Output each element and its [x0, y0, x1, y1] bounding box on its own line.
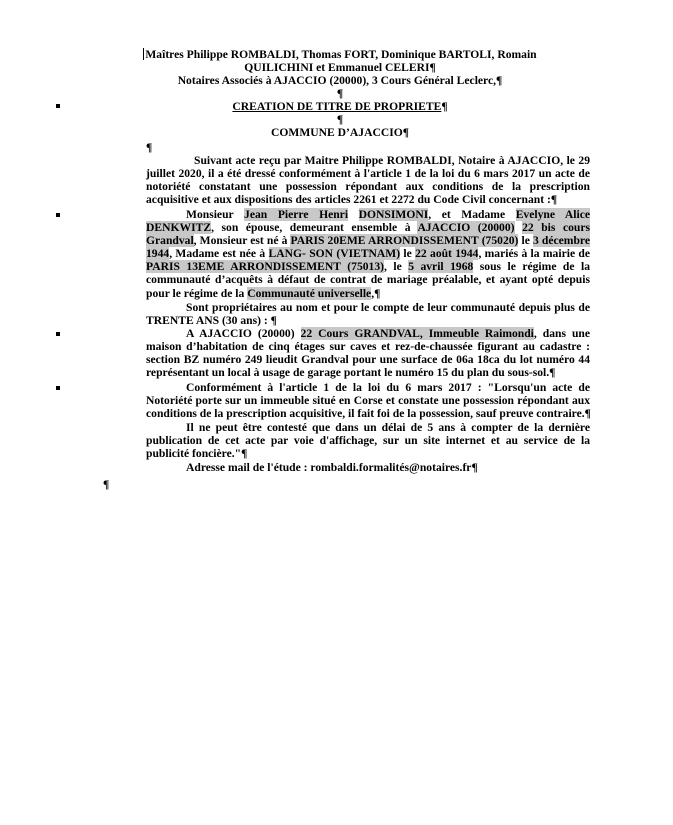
para4-line-2: maison d’habitation de cinq étages sur caves et rez-de-chaussée figurant au cadastre :: [146, 340, 590, 353]
para2-line-3: Grandval, Monsieur est né à PARIS 20EME ARRONDISSEMENT (75020) le 3 décembre: [146, 234, 590, 247]
para5-line-3: conditions de la prescription acquisitive, il fait foi de la possession, sauf preuve contraire.¶: [146, 407, 591, 420]
header-line-3: Notaires Associés à AJACCIO (20000), 3 Cours Général Leclerc,¶: [177, 74, 503, 87]
para1-line-2: juillet 2020, il a été dressé conformément à l'article 1 de la loi du 6 mars 2017 un acte de: [146, 167, 590, 180]
title-after-mark: ¶: [146, 141, 153, 154]
para2-line-1: Monsieur Jean Pierre Henri DONSIMONI, et Madame Evelyne Alice: [186, 208, 591, 221]
title-commune: COMMUNE D’AJACCIO¶: [271, 126, 409, 139]
para1-line-1: Suivant acte reçu par Maitre Philippe ROMBALDI, Notaire à AJACCIO, le 29: [194, 154, 590, 167]
title-spacer: ¶: [336, 113, 344, 126]
para6-line-2: publication de cet acte par voie d'affichage, sur un site internet et au service de la: [146, 434, 590, 447]
para5-line-1: Conformément à l'article 1 de la loi du 6 mars 2017 : "Lorsqu'un acte de: [186, 381, 590, 394]
para5-line-2: Notoriété porte sur un immeuble situé en Corse et constate une possession répondant aux: [146, 394, 590, 407]
para2-line-4: 1944, Madame est née à LANG- SON (VIETNAM) le 22 août 1944, mariés à la mairie de: [146, 247, 590, 260]
para6-line-3: publicité foncière."¶: [146, 447, 248, 460]
para3-line-2: TRENTE ANS (30 ans) : ¶: [146, 314, 277, 327]
para2-line-6: communauté d’acquêts à défaut de contrat de mariage préalable, et ayant opté depuis: [146, 273, 590, 286]
paragraph-bullet: [56, 213, 60, 217]
para2-line-2: DENKWITZ, son épouse, demeurant ensemble à AJACCIO (20000) 22 bis cours: [146, 221, 591, 234]
para2-line-7: pour le régime de la Communauté universelle,¶: [146, 287, 381, 300]
header-line-2: QUILICHINI et Emmanuel CELERI¶: [244, 61, 436, 74]
title-main: CREATION DE TITRE DE PROPRIETE¶: [232, 100, 448, 113]
office-email-line: Adresse mail de l'étude : rombaldi.formalités@notaires.fr¶: [186, 461, 478, 474]
para4-line-4: représentant un local à usage de garage portant le numéro 15 du plan du sous-sol.¶: [146, 366, 556, 379]
para1-line-3: notoriété constatant une possession répondant aux conditions de la prescription: [146, 180, 590, 193]
paragraph-bullet: [56, 386, 60, 390]
header-line-1: Maîtres Philippe ROMBALDI, Thomas FORT, Dominique BARTOLI, Romain: [145, 48, 537, 61]
para2-line-5: PARIS 13EME ARRONDISSEMENT (75013), le 5 avril 1968 sous le régime de la: [146, 260, 591, 273]
para4-line-1: A AJACCIO (20000) 22 Cours GRANDVAL, Immeuble Raimondi, dans une: [186, 327, 590, 340]
final-paragraph-mark: ¶: [103, 478, 110, 491]
para6-line-1: Il ne peut être contesté que dans un délai de 5 ans à compter de la dernière: [186, 421, 590, 434]
paragraph-bullet: [56, 332, 60, 336]
para3-line-1: Sont propriétaires au nom et pour le compte de leur communauté depuis plus de: [186, 301, 590, 314]
para4-line-3: section BZ numéro 249 lieudit Grandval pour une surface de 06a 18ca du lot numéro 44: [146, 353, 590, 366]
para1-line-4: acquisitive et aux dispositions des articles 2261 et 2272 du Code Civil concernant :¶: [146, 193, 558, 206]
header-empty-mark: ¶: [336, 87, 344, 100]
